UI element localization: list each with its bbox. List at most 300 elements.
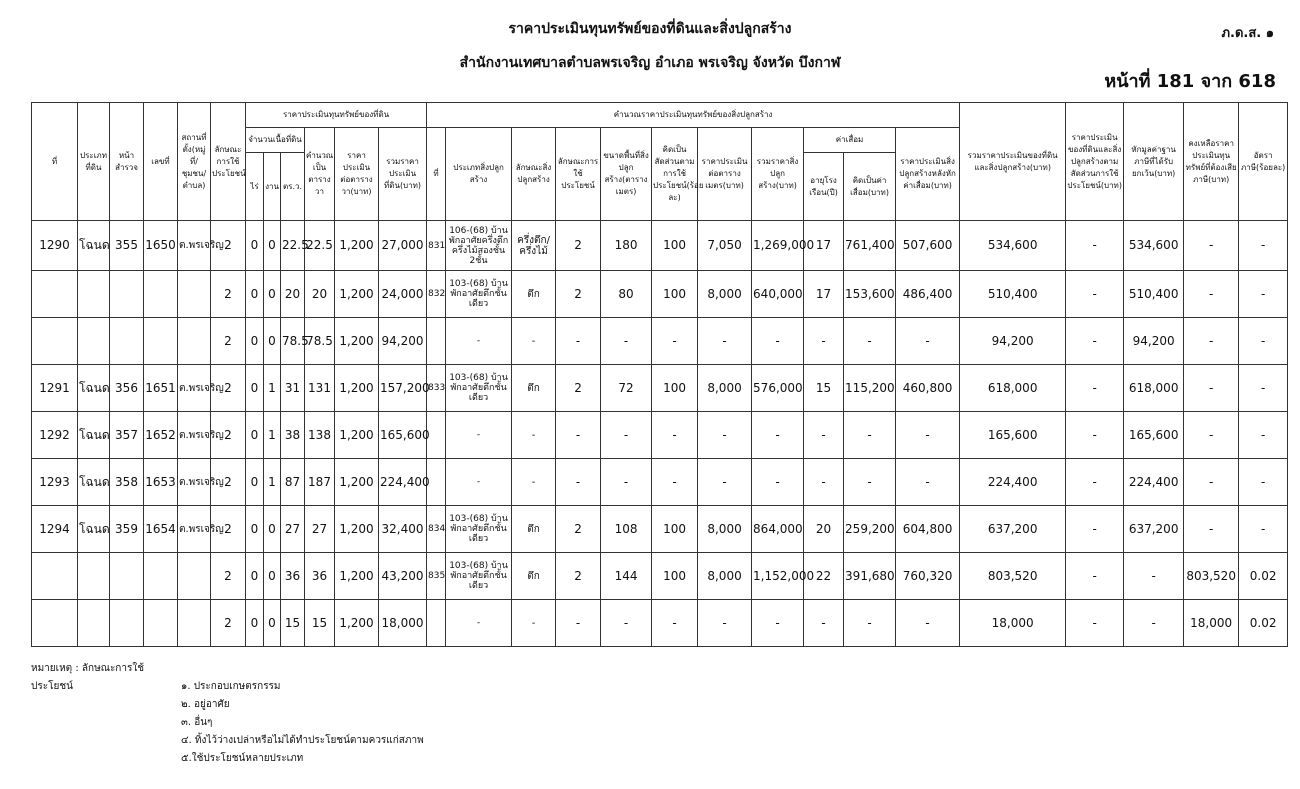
table-cell: 17 [804,271,844,318]
table-cell: 0 [246,318,264,365]
table-cell: 0 [264,271,281,318]
table-row [32,506,1288,553]
table-cell: 2 [211,506,246,553]
table-cell: 103-(68) บ้านพักอาศัยตึกชั้นเดียว [446,365,512,412]
table-cell: 8,000 [698,271,752,318]
table-cell [110,600,144,647]
col-header-b-ratio: คิดเป็นสัดส่วนตามการใช้ประโยชน์(ร้อยละ) [652,128,698,221]
table-cell: 0 [246,365,264,412]
table-cell: 7,050 [698,221,752,271]
col-header-exemption: หักมูลค่าฐานภาษีที่ได้รับยกเว้น(บาท) [1124,103,1184,221]
table-cell [178,318,211,365]
table-cell: 2 [556,271,601,318]
table-cell: - [601,600,652,647]
table-cell: 43,200 [379,553,427,600]
table-cell: 144 [601,553,652,600]
table-cell: 507,600 [896,221,960,271]
table-cell: 0 [246,506,264,553]
table-cell: 2 [211,600,246,647]
table-cell: ต.พรเจริญ [178,506,211,553]
table-cell: ครึ่งตึก/ครึ่งไม้ [512,221,556,271]
table-cell: 103-(68) บ้านพักอาศัยตึกชั้นเดียว [446,271,512,318]
table-cell: 157,200 [379,365,427,412]
table-cell: 259,200 [844,506,896,553]
table-cell: 22.5 [305,221,335,271]
table-cell: 357 [110,412,144,459]
table-cell: - [652,318,698,365]
table-cell: 78.5 [305,318,335,365]
table-cell: - [1066,221,1124,271]
notes-label: หมายเหตุ : ลักษณะการใช้ประโยชน์ [31,663,145,692]
table-cell: 94,200 [379,318,427,365]
table-cell: - [1184,221,1239,271]
table-cell [178,600,211,647]
table-cell: - [844,412,896,459]
col-header-ngan: งาน [264,153,281,221]
table-cell: 100 [652,271,698,318]
table-cell: 22 [804,553,844,600]
table-cell: ต.พรเจริญ [178,459,211,506]
table-cell: 0 [264,600,281,647]
table-cell: 2 [211,271,246,318]
table-cell: - [512,318,556,365]
table-cell: 138 [305,412,335,459]
table-cell: 17 [804,221,844,271]
table-cell: - [804,412,844,459]
table-cell: - [1124,600,1184,647]
table-cell: 2 [556,506,601,553]
table-cell [178,553,211,600]
col-header-tax-rate: อัตราภาษี(ร้อยละ) [1239,103,1288,221]
col-header-usage: ลักษณะการใช้ประโยชน์ [211,103,246,221]
table-cell: - [601,318,652,365]
table-cell: 1,269,000 [752,221,804,271]
table-cell: 534,600 [1124,221,1184,271]
table-cell: - [512,600,556,647]
table-cell: 1,200 [335,271,379,318]
col-header-land-total: รวมราคาประเมินที่ดิน(บาท) [379,128,427,221]
table-cell: - [446,318,512,365]
table-cell: 115,200 [844,365,896,412]
table-cell: 15 [281,600,305,647]
page-title: ราคาประเมินทุนทรัพย์ของที่ดินและสิ่งปลูกสร้าง [508,21,792,37]
table-cell: 1,200 [335,221,379,271]
table-cell: 1651 [144,365,178,412]
table-cell: 78.5 [281,318,305,365]
table-row [32,271,1288,318]
table-cell: 618,000 [1124,365,1184,412]
table-cell: 2 [211,365,246,412]
col-header-price-per-sqwa: ราคาประเมินต่อตารางวา(บาท) [335,128,379,221]
table-cell: - [446,459,512,506]
table-cell: 103-(68) บ้านพักอาศัยตึกชั้นเดียว [446,506,512,553]
table-cell: 2 [556,365,601,412]
table-cell [78,318,110,365]
table-cell: - [752,459,804,506]
table-cell: - [1239,412,1288,459]
col-header-no: ที่ [32,103,78,221]
col-header-proportional: ราคาประเมินของที่ดินและสิ่งปลูกสร้างตามสัดส่วนการใช้ประโยชน์(บาท) [1066,103,1124,221]
table-cell: ตึก [512,553,556,600]
table-cell: 1652 [144,412,178,459]
col-header-survey-page: หน้าสำรวจ [110,103,144,221]
table-cell: 1 [264,412,281,459]
table-cell: โฉนด [78,365,110,412]
col-header-grand-total: รวมราคาประเมินของที่ดินและสิ่งปลูกสร้าง(บาท) [960,103,1066,221]
table-cell: - [896,459,960,506]
table-cell: 0 [246,600,264,647]
table-cell: 27,000 [379,221,427,271]
table-cell: 2 [211,412,246,459]
table-cell [178,271,211,318]
table-cell: 0 [246,459,264,506]
table-cell: 1291 [32,365,78,412]
table-cell [144,271,178,318]
table-cell: 87 [281,459,305,506]
table-cell: 803,520 [1184,553,1239,600]
table-cell: 38 [281,412,305,459]
office-subtitle: สำนักงานเทศบาลตำบลพรเจริญ อำเภอ พรเจริญ จังหวัด บึงกาฬ [459,55,841,71]
col-header-age: อายุโรงเรือน(ปี) [804,153,844,221]
table-cell: 32,400 [379,506,427,553]
table-cell: โฉนด [78,221,110,271]
table-cell: 637,200 [1124,506,1184,553]
table-cell: 165,600 [1124,412,1184,459]
table-cell: - [804,318,844,365]
table-cell: 31 [281,365,305,412]
table-cell: 359 [110,506,144,553]
table-cell: - [1184,365,1239,412]
table-cell: 1,200 [335,600,379,647]
notes-item: ๕.ใช้ประโยชน์หลายประเภท [181,753,304,764]
col-header-taxable: คงเหลือราคาประเมินทุนทรัพย์ที่ต้องเสียภาษี(บาท) [1184,103,1239,221]
table-cell: 2 [211,318,246,365]
table-cell: 22.5 [281,221,305,271]
table-cell: - [804,459,844,506]
table-cell: - [698,318,752,365]
table-cell: 18,000 [1184,600,1239,647]
table-cell: - [1066,506,1124,553]
table-cell: - [804,600,844,647]
table-cell: 0 [264,553,281,600]
table-cell: - [1239,221,1288,271]
table-cell: 534,600 [960,221,1066,271]
table-cell: 510,400 [960,271,1066,318]
table-cell: 2 [211,553,246,600]
table-cell [110,553,144,600]
table-cell: - [698,459,752,506]
col-header-location: สถานที่ตั้ง(หมู่ที่/ชุมชน/ตำบล) [178,103,211,221]
table-cell: ต.พรเจริญ [178,412,211,459]
table-cell: 1290 [32,221,78,271]
table-row [32,459,1288,506]
table-cell: 0 [246,221,264,271]
table-cell: 637,200 [960,506,1066,553]
table-cell: - [896,412,960,459]
table-cell: 510,400 [1124,271,1184,318]
table-cell: - [1239,459,1288,506]
table-cell: 1,200 [335,318,379,365]
table-cell: - [752,600,804,647]
table-cell: 1292 [32,412,78,459]
table-cell: 576,000 [752,365,804,412]
table-cell: - [446,412,512,459]
col-header-calc-sqwa: คำนวณเป็นตารางวา [305,128,335,221]
table-cell: 803,520 [960,553,1066,600]
notes-item: ๑. ประกอบเกษตรกรรม [181,681,281,692]
table-cell: 1,200 [335,553,379,600]
table-cell [32,271,78,318]
table-cell: - [1239,506,1288,553]
table-cell: 72 [601,365,652,412]
col-header-b-price-sqm: ราคาประเมินต่อตารางเมตร(บาท) [698,128,752,221]
table-cell: ตึก [512,271,556,318]
table-cell: 1650 [144,221,178,271]
table-cell [78,600,110,647]
table-cell: - [446,600,512,647]
table-cell: ต.พรเจริญ [178,221,211,271]
table-cell: 131 [305,365,335,412]
table-cell: 165,600 [379,412,427,459]
table-cell: 20 [281,271,305,318]
table-cell: 1293 [32,459,78,506]
table-cell: 100 [652,553,698,600]
table-cell: 224,400 [960,459,1066,506]
table-cell: 20 [305,271,335,318]
table-cell: 1653 [144,459,178,506]
table-cell: - [556,412,601,459]
table-cell: 0 [246,271,264,318]
table-cell [110,271,144,318]
table-cell [32,553,78,600]
table-cell: 80 [601,271,652,318]
table-cell: - [1239,365,1288,412]
table-cell: 1,200 [335,412,379,459]
notes-section [31,660,424,768]
table-cell: - [896,600,960,647]
table-cell: 27 [281,506,305,553]
col-header-dep-value: คิดเป็นค่าเสื่อม(บาท) [844,153,896,221]
table-cell: - [556,459,601,506]
table-cell: 100 [652,221,698,271]
table-row [32,221,1288,271]
table-cell: 391,680 [844,553,896,600]
table-cell: 0 [246,553,264,600]
table-cell [427,600,446,647]
table-cell: 106-(68) บ้านพักอาศัยครึ่งตึกครึ่งไม้สองชั้น 2ชั้น [446,221,512,271]
table-cell: 604,800 [896,506,960,553]
table-cell: 2 [556,221,601,271]
table-cell: 0 [264,506,281,553]
col-header-b-kind: ลักษณะสิ่งปลูกสร้าง [512,128,556,221]
table-cell: - [698,412,752,459]
table-cell: - [652,459,698,506]
table-cell: 8,000 [698,365,752,412]
table-cell: ตึก [512,506,556,553]
table-cell: 0 [264,221,281,271]
table-cell: - [1124,553,1184,600]
table-cell: 15 [305,600,335,647]
table-cell: 24,000 [379,271,427,318]
table-cell: 187 [305,459,335,506]
table-cell: - [1239,271,1288,318]
table-cell: 618,000 [960,365,1066,412]
table-cell: 0 [264,318,281,365]
col-header-sqwa: ตร.ว. [281,153,305,221]
table-cell: 94,200 [960,318,1066,365]
table-cell: - [1239,318,1288,365]
table-cell: 355 [110,221,144,271]
form-code: ภ.ด.ส. ๑ [1221,26,1274,41]
table-cell: 18,000 [379,600,427,647]
table-cell: 0 [246,412,264,459]
table-cell: 100 [652,365,698,412]
table-cell: 1 [264,459,281,506]
table-cell [32,318,78,365]
table-cell: 224,400 [379,459,427,506]
table-cell: 108 [601,506,652,553]
col-header-b-after-dep: ราคาประเมินสิ่งปลูกสร้างหลังหักค่าเสื่อม(บาท) [896,128,960,221]
table-row [32,318,1288,365]
table-cell: 1 [264,365,281,412]
table-cell: 486,400 [896,271,960,318]
table-cell: - [512,412,556,459]
col-header-land-type: ประเภทที่ดิน [78,103,110,221]
table-cell [110,318,144,365]
table-cell: - [1184,271,1239,318]
table-cell: 1,200 [335,459,379,506]
table-cell: 834 [427,506,446,553]
table-cell: 8,000 [698,506,752,553]
table-cell: 833 [427,365,446,412]
table-cell: 2 [211,221,246,271]
col-header-b-usage: ลักษณะการใช้ประโยชน์ [556,128,601,221]
table-cell: - [1066,600,1124,647]
table-cell [144,600,178,647]
table-cell: - [601,459,652,506]
table-cell: 8,000 [698,553,752,600]
table-cell: 358 [110,459,144,506]
table-cell [144,553,178,600]
table-cell: - [652,412,698,459]
table-cell: - [752,318,804,365]
table-cell: 761,400 [844,221,896,271]
table-cell: - [1066,553,1124,600]
table-cell [144,318,178,365]
table-cell: - [1184,318,1239,365]
group-header-area: จำนวนเนื้อที่ดิน [246,128,305,153]
table-cell: - [512,459,556,506]
page-indicator: หน้าที่ 181 จาก 618 [1104,71,1276,92]
table-cell: 165,600 [960,412,1066,459]
table-cell [78,553,110,600]
table-cell: 18,000 [960,600,1066,647]
table-cell: ต.พรเจริญ [178,365,211,412]
notes-item: ๔. ทิ้งไว้ว่างเปล่าหรือไม่ได้ทำประโยชน์ตามควรแก่สภาพ [181,735,424,746]
group-header-depreciation: ค่าเสื่อม [804,128,896,153]
table-cell: 864,000 [752,506,804,553]
table-cell: 0.02 [1239,553,1288,600]
table-cell: 2 [211,459,246,506]
table-cell: 36 [305,553,335,600]
table-cell: 831 [427,221,446,271]
table-cell: - [1184,459,1239,506]
col-header-number: เลขที่ [144,103,178,221]
table-cell: 20 [804,506,844,553]
table-cell: - [844,318,896,365]
table-cell: - [1184,506,1239,553]
table-cell: - [1066,318,1124,365]
col-header-rai: ไร่ [246,153,264,221]
table-cell: - [1066,271,1124,318]
table-cell: โฉนด [78,506,110,553]
group-header-building: คำนวณราคาประเมินทุนทรัพย์ของสิ่งปลูกสร้าง [427,103,960,128]
col-header-b-type: ประเภทสิ่งปลูกสร้าง [446,128,512,221]
table-cell: โฉนด [78,412,110,459]
table-cell: โฉนด [78,459,110,506]
col-header-b-area: ขนาดพื้นที่สิ่งปลูกสร้าง(ตารางเมตร) [601,128,652,221]
table-cell: 835 [427,553,446,600]
table-cell: 15 [804,365,844,412]
table-cell: 640,000 [752,271,804,318]
table-cell: 832 [427,271,446,318]
table-cell: - [698,600,752,647]
table-row [32,600,1288,647]
table-cell: 2 [556,553,601,600]
col-header-b-no: ที่ [427,128,446,221]
table-cell: 356 [110,365,144,412]
table-cell: 0.02 [1239,600,1288,647]
table-cell: - [844,459,896,506]
table-cell: - [556,318,601,365]
table-cell: - [601,412,652,459]
notes-item: ๓. อื่นๆ [181,717,213,728]
table-cell: 760,320 [896,553,960,600]
table-cell [32,600,78,647]
table-cell: 36 [281,553,305,600]
table-cell: 1294 [32,506,78,553]
table-cell: - [556,600,601,647]
table-cell: 1,200 [335,506,379,553]
table-cell: 460,800 [896,365,960,412]
table-cell: 180 [601,221,652,271]
notes-item: ๒. อยู่อาศัย [181,699,230,710]
col-header-b-total: รวมราคาสิ่งปลูกสร้าง(บาท) [752,128,804,221]
table-row [32,412,1288,459]
table-cell: - [1184,412,1239,459]
assessment-table [31,102,1288,647]
table-cell: ตึก [512,365,556,412]
table-cell: - [1066,365,1124,412]
table-cell: - [1066,412,1124,459]
table-cell: 27 [305,506,335,553]
table-cell: 103-(68) บ้านพักอาศัยตึกชั้นเดียว [446,553,512,600]
table-cell: - [652,600,698,647]
table-cell [427,318,446,365]
table-cell: - [896,318,960,365]
table-row [32,365,1288,412]
table-cell: - [752,412,804,459]
table-cell: 100 [652,506,698,553]
table-cell: 1,200 [335,365,379,412]
table-cell: 94,200 [1124,318,1184,365]
table-cell: 153,600 [844,271,896,318]
table-cell [78,271,110,318]
table-cell: - [844,600,896,647]
table-cell: 1654 [144,506,178,553]
table-cell: - [1066,459,1124,506]
table-cell: 1,152,000 [752,553,804,600]
